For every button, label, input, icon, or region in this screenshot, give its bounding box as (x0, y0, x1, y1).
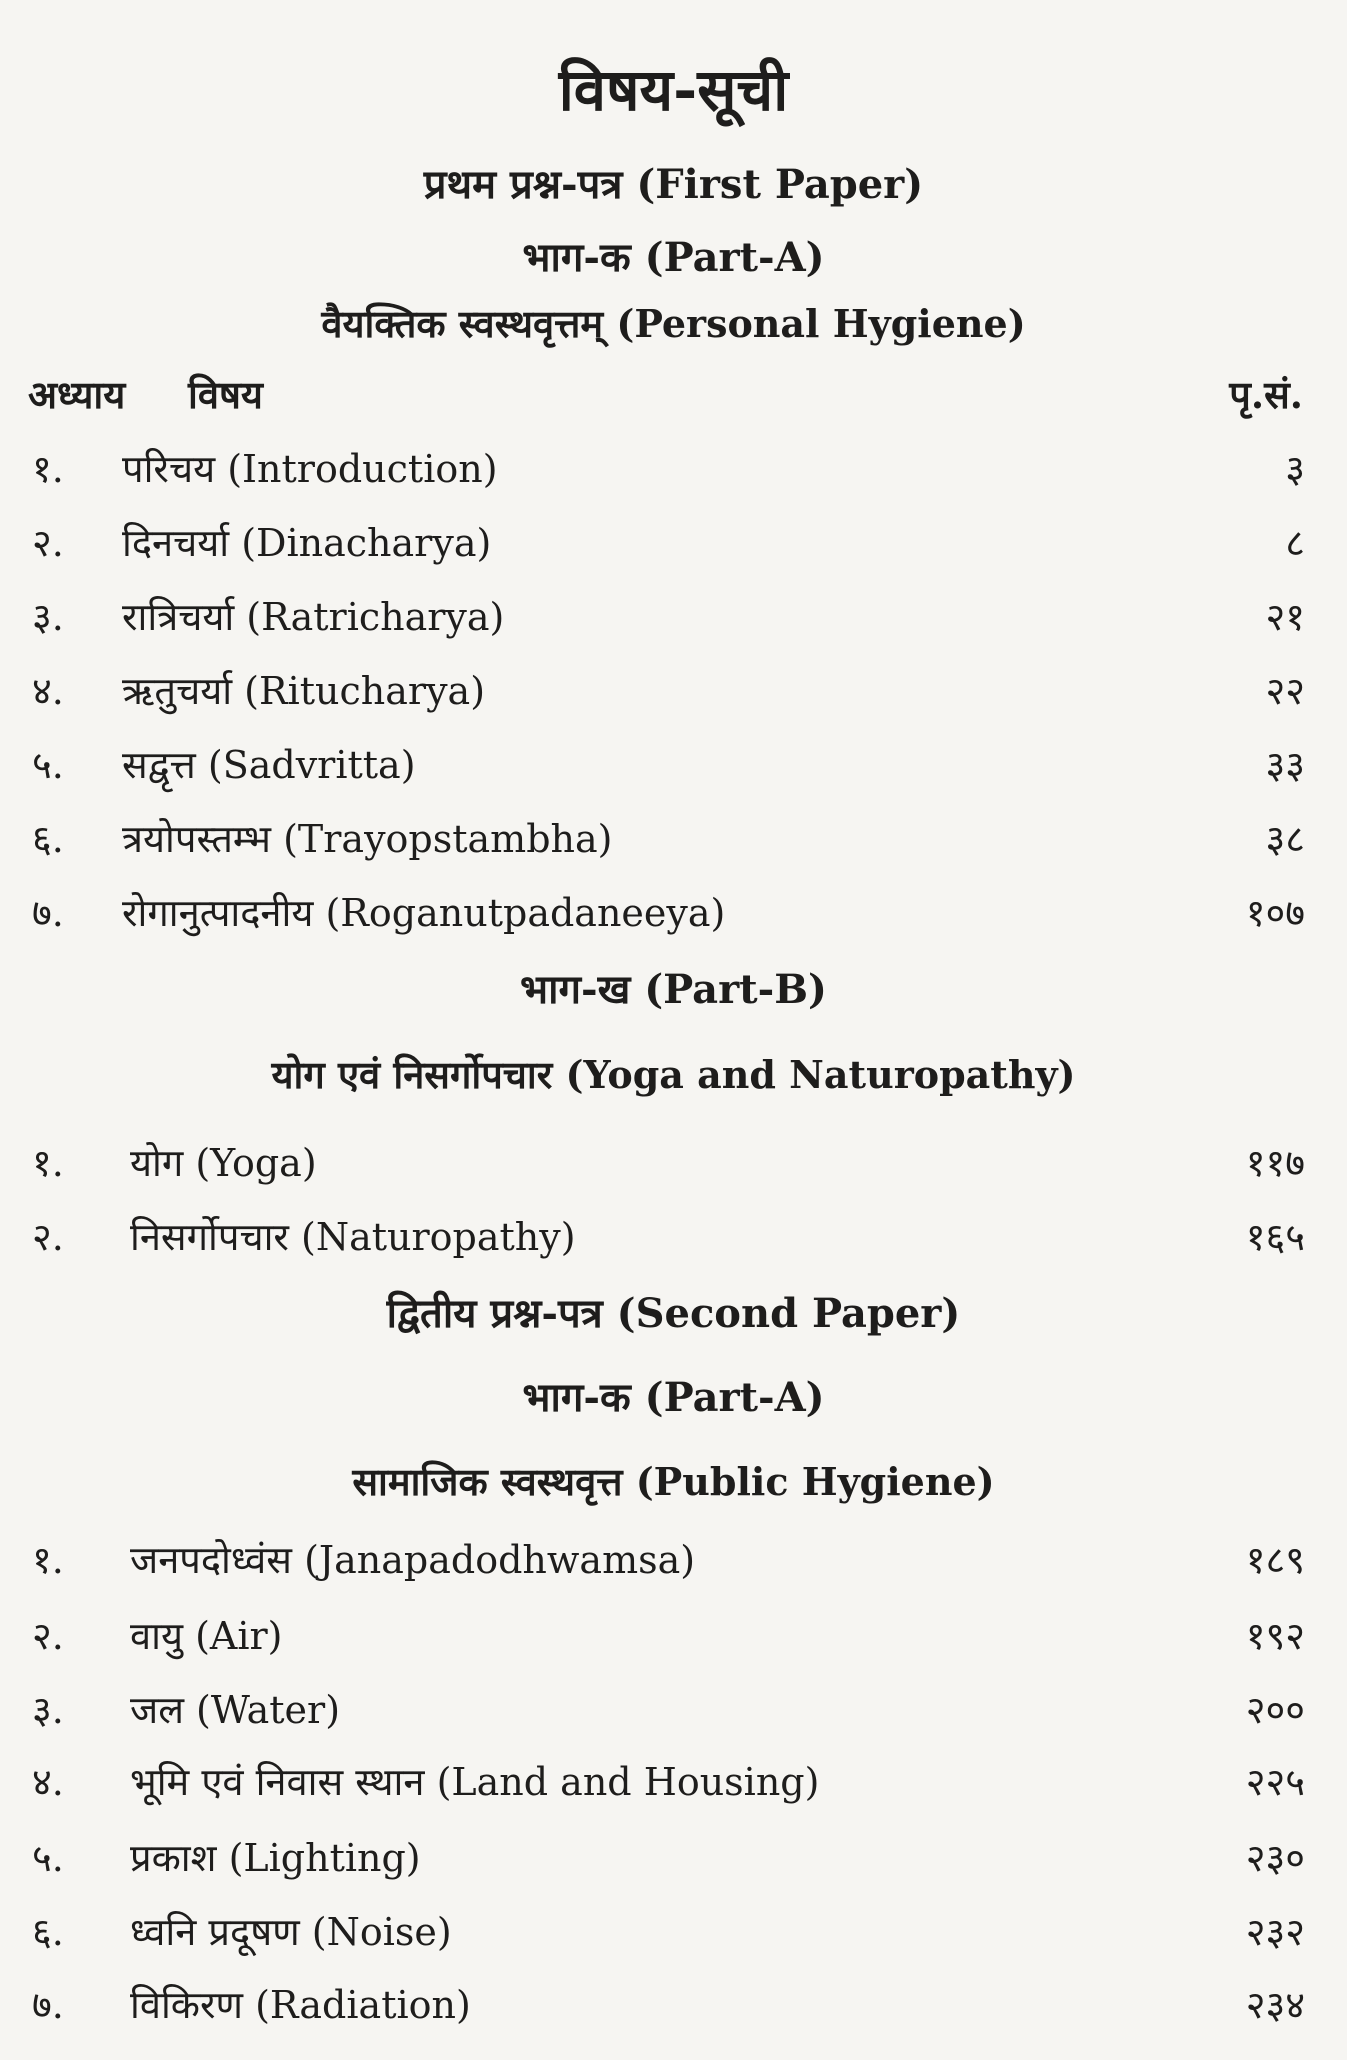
toc-row (0, 1609, 1347, 1669)
chapter-number: ३. (32, 595, 64, 639)
chapter-title: सद्वृत्त (Sadvritta) (122, 743, 416, 787)
page-number: २३० (1245, 1836, 1305, 1880)
chapter-number: १. (32, 1141, 64, 1185)
page-number: २२५ (1245, 1760, 1305, 1804)
toc-row (0, 1210, 1347, 1270)
column-header-page: पृ.सं. (1229, 372, 1303, 417)
chapter-number: ६. (32, 817, 64, 861)
chapter-title: ऋतुचर्या (Ritucharya) (122, 669, 486, 713)
toc-row (0, 1755, 1347, 1815)
page-number: ३३ (1265, 743, 1305, 787)
chapter-number: ४. (32, 1760, 64, 1804)
chapter-title: वायु (Air) (130, 1614, 283, 1658)
chapter-title: रात्रिचर्या (Ratricharya) (122, 595, 505, 639)
chapter-number: ५. (32, 743, 64, 787)
chapter-title: ध्वनि प्रदूषण (Noise) (130, 1910, 452, 1954)
page-number: ११७ (1245, 1141, 1305, 1185)
chapter-title: परिचय (Introduction) (122, 447, 498, 491)
chapter-number: ४. (32, 669, 64, 713)
toc-row (0, 812, 1347, 872)
page-number: २१ (1265, 595, 1305, 639)
toc-row (0, 664, 1347, 724)
chapter-title: त्रयोपस्तम्भ (Trayopstambha) (122, 817, 613, 861)
page-title: विषय-सूची (558, 56, 789, 124)
chapter-number: ६. (32, 1910, 64, 1954)
toc-row (0, 886, 1347, 946)
chapter-title: विकिरण (Radiation) (130, 1983, 471, 2027)
page-number: १६५ (1245, 1215, 1305, 1259)
page-number: २३२ (1245, 1910, 1305, 1954)
chapter-title: दिनचर्या (Dinacharya) (122, 521, 492, 565)
toc-row (0, 516, 1347, 576)
toc-row (0, 1831, 1347, 1891)
page-number: १९२ (1245, 1614, 1305, 1658)
chapter-title: भूमि एवं निवास स्थान (Land and Housing) (130, 1760, 820, 1804)
page-number: २०० (1245, 1688, 1305, 1732)
column-header-subject: विषय (188, 372, 263, 417)
paper1-partA-heading: भाग-क (Part-A) (522, 234, 825, 281)
chapter-title: प्रकाश (Lighting) (130, 1836, 421, 1880)
page-number: ३८ (1265, 817, 1305, 861)
paper1-partB-heading: भाग-ख (Part-B) (520, 966, 827, 1013)
paper2-partA-subheading: सामाजिक स्वस्थवृत्त (Public Hygiene) (352, 1459, 995, 1504)
chapter-number: १. (32, 447, 64, 491)
column-header-chapter: अध्याय (28, 372, 126, 417)
chapter-number: २. (32, 521, 64, 565)
paper1-partB-subheading: योग एवं निसर्गोपचार (Yoga and Naturopathy) (271, 1052, 1076, 1097)
toc-row (0, 1905, 1347, 1965)
chapter-number: ५. (32, 1836, 64, 1880)
page-number: ३ (1285, 447, 1305, 491)
chapter-title: जल (Water) (130, 1688, 341, 1732)
chapter-number: ३. (32, 1688, 64, 1732)
paper2-heading: द्वितीय प्रश्न-पत्र (Second Paper) (386, 1290, 961, 1337)
chapter-number: २. (32, 1215, 64, 1259)
chapter-number: ७. (32, 1983, 64, 2027)
chapter-title: जनपदोध्वंस (Janapadodhwamsa) (130, 1538, 696, 1582)
chapter-title: रोगानुत्पादनीय (Roganutpadaneeya) (122, 891, 726, 935)
page-number: १८९ (1245, 1538, 1305, 1582)
toc-row (0, 442, 1347, 502)
page-number: १०७ (1245, 891, 1305, 935)
toc-row (0, 1978, 1347, 2038)
chapter-number: १. (32, 1538, 64, 1582)
paper2-partA-heading: भाग-क (Part-A) (522, 1374, 825, 1421)
toc-row (0, 1683, 1347, 1743)
toc-row (0, 1136, 1347, 1196)
chapter-number: ७. (32, 891, 64, 935)
paper1-partA-subheading: वैयक्तिक स्वस्थवृत्तम् (Personal Hygiene) (321, 301, 1026, 346)
chapter-title: निसर्गोपचार (Naturopathy) (130, 1215, 576, 1259)
toc-row (0, 590, 1347, 650)
toc-row (0, 1533, 1347, 1593)
chapter-number: २. (32, 1614, 64, 1658)
chapter-title: योग (Yoga) (130, 1141, 317, 1185)
toc-row (0, 738, 1347, 798)
page-number: २३४ (1245, 1983, 1305, 2027)
paper1-heading: प्रथम प्रश्न-पत्र (First Paper) (423, 161, 924, 208)
page-number: ८ (1285, 521, 1305, 565)
page-number: २२ (1265, 669, 1305, 713)
